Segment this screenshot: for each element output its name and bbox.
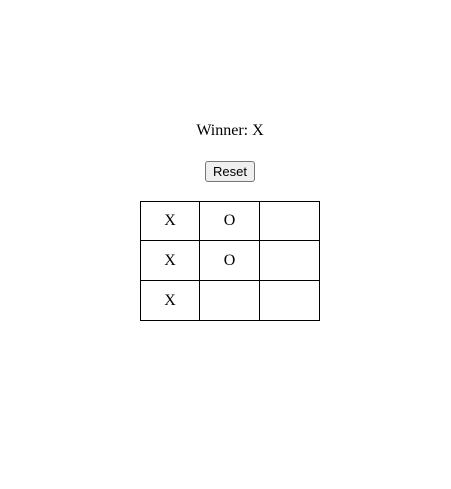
board-cell-1[interactable]: X [140,201,200,241]
board-cell-9[interactable] [259,280,320,321]
board-cell-7[interactable]: X [140,280,200,321]
winner-status: Winner: X [196,122,264,139]
board-cell-3[interactable] [259,201,320,241]
board-cell-6[interactable] [259,240,320,281]
game-board [140,201,320,321]
board-cell-4[interactable]: X [140,240,200,281]
board-cell-8[interactable] [199,280,260,321]
reset-button[interactable]: Reset [205,161,255,182]
board-cell-2[interactable]: O [199,201,260,241]
board-cell-5[interactable]: O [199,240,260,281]
